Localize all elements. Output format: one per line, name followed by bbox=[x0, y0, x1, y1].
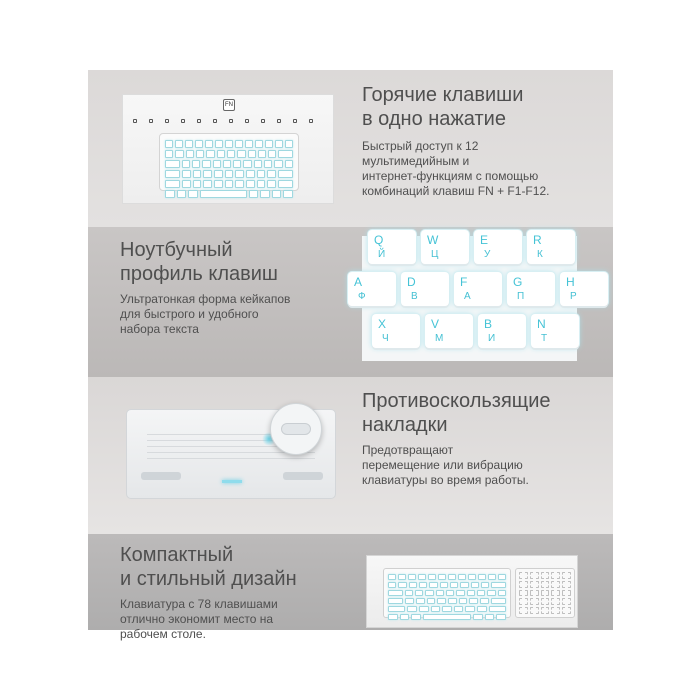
hotkeys-desc-line2: мультимедийным и bbox=[362, 154, 470, 168]
led-strip bbox=[222, 480, 242, 483]
profile-desc-line3: набора текста bbox=[120, 322, 199, 336]
keycap: A Ф bbox=[348, 272, 396, 306]
antislip-desc-line2: перемещение или вибрацию bbox=[362, 458, 523, 472]
compact-keyboard-image bbox=[366, 555, 578, 628]
numpad-outline-icon bbox=[515, 568, 575, 618]
hotkeys-desc-line1: Быстрый доступ к 12 bbox=[362, 139, 479, 153]
hotkeys-desc-line3: интернет-функциям с помощью bbox=[362, 169, 539, 183]
keycap: G П bbox=[507, 272, 555, 306]
compact-desc-line2: отлично экономит место на bbox=[120, 612, 274, 626]
antislip-pad-icon bbox=[141, 472, 181, 480]
keycap: N Т bbox=[531, 314, 579, 348]
keycap: H Р bbox=[560, 272, 608, 306]
keycap-closeup-image bbox=[354, 233, 577, 361]
hotkeys-title-line1: Горячие клавиши bbox=[362, 84, 524, 106]
compact-desc-line3: рабочем столе. bbox=[120, 627, 206, 641]
profile-title-line1: Ноутбучный bbox=[120, 239, 233, 261]
antislip-title-line2: накладки bbox=[362, 414, 448, 436]
keycap: F А bbox=[454, 272, 502, 306]
compact-title-line1: Компактный bbox=[120, 544, 234, 566]
profile-desc-line1: Ультратонкая форма кейкапов bbox=[120, 292, 291, 306]
profile-desc-line2: для быстрого и удобного bbox=[120, 307, 259, 321]
antislip-pad-icon bbox=[283, 472, 323, 480]
hotkeys-keyboard-image bbox=[122, 94, 334, 204]
compact-title-line2: и стильный дизайн bbox=[120, 568, 297, 590]
antislip-desc-line1: Предотвращают bbox=[362, 443, 454, 457]
keycap: X Ч bbox=[372, 314, 420, 348]
profile-title-line2: профиль клавиш bbox=[120, 263, 278, 285]
keycap: D В bbox=[401, 272, 449, 306]
fn-key-icon: FN bbox=[223, 99, 235, 111]
keycap: W Ц bbox=[421, 230, 469, 264]
keycap: Q Й bbox=[368, 230, 416, 264]
hotkeys-title-line2: в одно нажатие bbox=[362, 108, 506, 130]
antislip-zoom-icon bbox=[270, 403, 322, 455]
antislip-desc-line3: клавиатуры во время работы. bbox=[362, 473, 529, 487]
hotkeys-desc-line4: комбинаций клавиш FN + F1-F12. bbox=[362, 184, 550, 198]
keycap: B И bbox=[478, 314, 526, 348]
keyboard-icon bbox=[383, 568, 511, 618]
compact-desc-line1: Клавиатура с 78 клавишами bbox=[120, 597, 278, 611]
keycap: R К bbox=[527, 230, 575, 264]
keycap: E У bbox=[474, 230, 522, 264]
media-hotkey-row bbox=[129, 119, 329, 125]
antislip-title-line1: Противоскользящие bbox=[362, 390, 551, 412]
keyboard-icon bbox=[159, 133, 299, 191]
keycap: V М bbox=[425, 314, 473, 348]
